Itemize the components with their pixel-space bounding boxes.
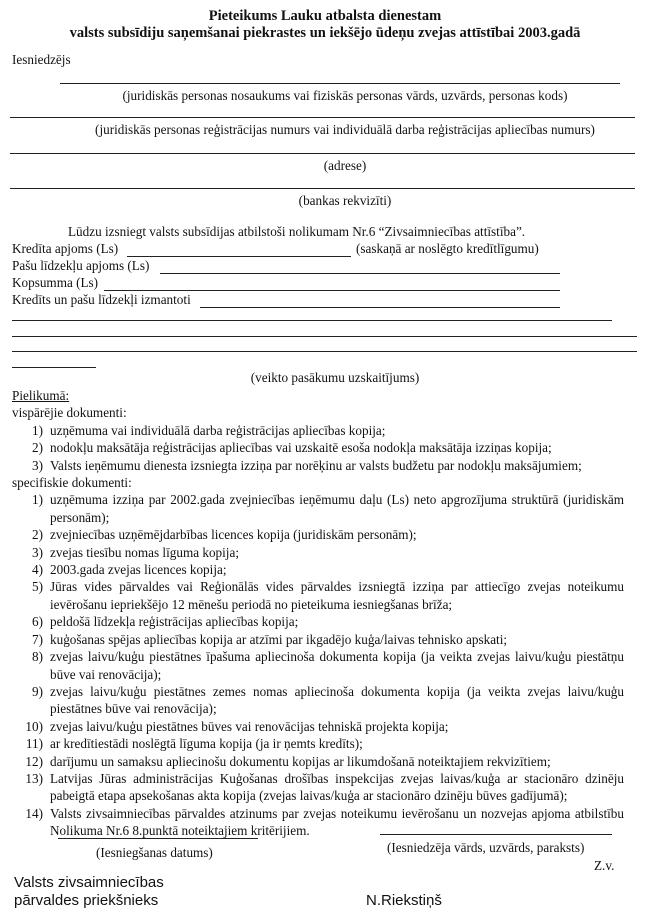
credit-amount-label: Kredīta apjoms (Ls) <box>12 241 119 256</box>
attachment-item-number: 3) <box>32 457 43 473</box>
attachment-item-text: uzņēmuma izziņa par 2002.gada zvejniecības ieņēmumu daļu (Ls) neto apgrozījuma struktūrā (juridiskām personām); <box>50 492 624 525</box>
attachment-item <box>12 422 624 439</box>
attachment-item-number: 11) <box>25 736 43 752</box>
attachment-item-text: nodokļu maksātāja reģistrācijas apliecības vai uzskaitē esoša nodokļa maksātāja izziņas kopija; <box>50 440 552 456</box>
attachment-item <box>12 753 624 770</box>
attachment-item-number: 5) <box>32 579 43 595</box>
attachment-item-number: 13) <box>25 770 43 786</box>
address-line[interactable] <box>10 153 635 154</box>
attachment-item-number: 9) <box>32 683 43 699</box>
general-documents-heading: vispārējie dokumenti: <box>12 405 127 421</box>
applicant-name-line[interactable] <box>60 83 620 84</box>
attachment-item-number: 10) <box>25 718 43 734</box>
activities-caption: (veikto pasākumu uzskaitījums) <box>250 370 420 385</box>
official-position-line-2: pārvaldes priekšnieks <box>14 892 159 909</box>
attachment-item <box>12 561 624 578</box>
submission-date-line[interactable] <box>58 838 258 839</box>
attachment-item-text: Latvijas Jūras administrācijas Kuģošanas drošības inspekcijas zvejas laivas/kuģa ar stacionāro dzinēju pabeigtā etapa apsekošanas akta kopija (zvejas laivas/kuģa ar stacionāro dzinēju būves gadījumā); <box>50 770 624 804</box>
activities-line-3[interactable] <box>12 351 637 352</box>
attachment-item-number: 1) <box>32 422 43 438</box>
attachment-item <box>12 439 624 456</box>
attachment-item-text: 2003.gada zvejas licences kopija; <box>50 562 227 578</box>
attachments-heading: Pielikumā: <box>12 388 70 403</box>
attachment-item-number: 12) <box>25 753 43 769</box>
attachment-item <box>12 648 624 683</box>
attachment-item-text: ar kredītiestādi noslēgtā līguma kopija (ja ir ņemts kredīts); <box>50 736 363 752</box>
attachment-item-text: uzņēmuma vai individuālā darba reģistrācijas apliecības kopija; <box>50 422 386 438</box>
funds-used-label: Kredīts un pašu līdzekļi izmantoti <box>12 292 191 307</box>
official-position-line-1: Valsts zivsaimniecības <box>14 874 164 891</box>
registration-number-line[interactable] <box>10 117 635 118</box>
credit-amount-field[interactable] <box>127 256 351 257</box>
attachment-item-text: Jūras vides pārvaldes vai Reģionālās vides pārvaldes izsniegtā izziņa par attiecīgo zvejas noteikumu ievērošanu iepriekšējo 12 mēnešu periodā no pieteikuma iesniegšanas brīža; <box>50 579 624 612</box>
seal-mark: Z.v. <box>594 858 615 873</box>
attachment-item-number: 14) <box>25 805 43 821</box>
attachment-item-number: 6) <box>32 614 43 630</box>
activities-line-4[interactable] <box>12 367 96 368</box>
address-caption: (adrese) <box>323 158 367 173</box>
attachment-item <box>12 526 624 543</box>
attachment-item <box>12 544 624 561</box>
specific-documents-heading: specifiskie dokumenti: <box>12 475 132 491</box>
activities-line-1[interactable] <box>12 320 612 321</box>
funds-used-field[interactable] <box>200 307 560 308</box>
submission-date-caption: (Iesniegšanas datums) <box>96 845 213 860</box>
attachments-list <box>12 387 624 840</box>
applicant-signature-line[interactable] <box>380 834 612 835</box>
attachment-item <box>12 718 624 735</box>
request-text: Lūdzu izsniegt valsts subsīdijas atbilstoši nolikumam Nr.6 “Zivsaimniecības attīstība”. <box>68 224 526 239</box>
bank-details-line[interactable] <box>10 188 635 189</box>
attachment-item-number: 3) <box>32 544 43 560</box>
attachment-item <box>12 683 624 718</box>
attachment-item <box>12 631 624 648</box>
bank-details-caption: (bankas rekvizīti) <box>298 193 392 208</box>
attachment-item-text: peldošā līdzekļa reģistrācijas apliecības kopija; <box>50 614 299 630</box>
attachment-item <box>12 770 624 805</box>
general-documents-list <box>12 422 624 474</box>
attachment-item-text: zvejas laivu/kuģu piestātnes zemes nomas apliecinoša dokumenta kopija (ja veikta zvejas laivu/kuģu piestātnes būve vai renovācija); <box>50 683 624 717</box>
attachment-item-number: 1) <box>32 492 43 508</box>
attachment-item-text: Valsts ieņēmumu dienesta izsniegta izziņa par norēķinu ar valsts budžetu par nodokļu maksājumiem; <box>50 457 582 473</box>
attachment-item-text: Valsts zivsaimniecības pārvaldes atzinums par zvejas noteikumu ievērošanu un nozvejas apjoma atbilstību Nolikuma Nr.6 8.punktā noteiktajiem kritērijiem. <box>50 805 624 839</box>
attachment-item-text: darījumu un samaksu apliecinošu dokumentu kopijas ar likumdošanā noteiktajiem rekvizītiem; <box>50 753 551 769</box>
attachment-item <box>12 735 624 752</box>
attachment-item <box>12 613 624 630</box>
attachment-item <box>12 578 624 613</box>
title-line-2: valsts subsīdiju saņemšanai piekrastes un iekšējo ūdeņu zvejas attīstībai 2003.gadā <box>69 25 581 41</box>
attachment-item-number: 2) <box>32 440 43 456</box>
applicant-name-caption: (juridiskās personas nosaukums vai fiziskās personas vārds, uzvārds, personas kods) <box>122 88 568 103</box>
attachment-item <box>12 491 624 526</box>
total-field[interactable] <box>104 290 560 291</box>
attachment-item-number: 4) <box>32 562 43 578</box>
attachment-item-number: 2) <box>32 527 43 543</box>
applicant-label: Iesniedzējs <box>12 52 71 67</box>
attachment-item-text: zvejas laivu/kuģu piestātnes īpašuma apliecinoša dokumenta kopija (ja veikta zvejas laivu/kuģu piestātņu būve vai renovācija); <box>50 649 624 682</box>
attachment-item <box>12 457 624 474</box>
attachment-item-text: zvejas laivu/kuģu piestātnes būves vai renovācijas tehniskā projekta kopija; <box>50 718 449 734</box>
registration-number-caption: (juridiskās personas reģistrācijas numurs vai individuālā darba reģistrācijas apliecības numurs) <box>95 122 595 137</box>
official-name: N.Riekstiņš <box>366 892 442 909</box>
applicant-signature-caption: (Iesniedzēja vārds, uzvārds, paraksts) <box>387 840 585 855</box>
attachment-item-text: zvejas tiesību nomas līguma kopija; <box>50 544 239 560</box>
title-line-1: Pieteikums Lauku atbalsta dienestam <box>208 8 442 24</box>
total-label: Kopsumma (Ls) <box>12 275 99 290</box>
attachment-item-number: 8) <box>32 649 43 665</box>
credit-amount-note: (saskaņā ar noslēgto kredītlīgumu) <box>356 241 539 256</box>
own-funds-label: Pašu līdzekļu apjoms (Ls) <box>12 258 150 273</box>
activities-line-2[interactable] <box>12 336 637 337</box>
attachment-item-text: zvejniecības uzņēmējdarbības licences kopija (juridiskām personām); <box>50 527 417 543</box>
attachment-item-number: 7) <box>32 631 43 647</box>
attachment-item-text: kuģošanas spējas apliecības kopija ar atzīmi par ikgadējo kuģa/laivas tehnisko apskati; <box>50 631 508 647</box>
specific-documents-list <box>12 491 624 839</box>
own-funds-field[interactable] <box>160 273 560 274</box>
